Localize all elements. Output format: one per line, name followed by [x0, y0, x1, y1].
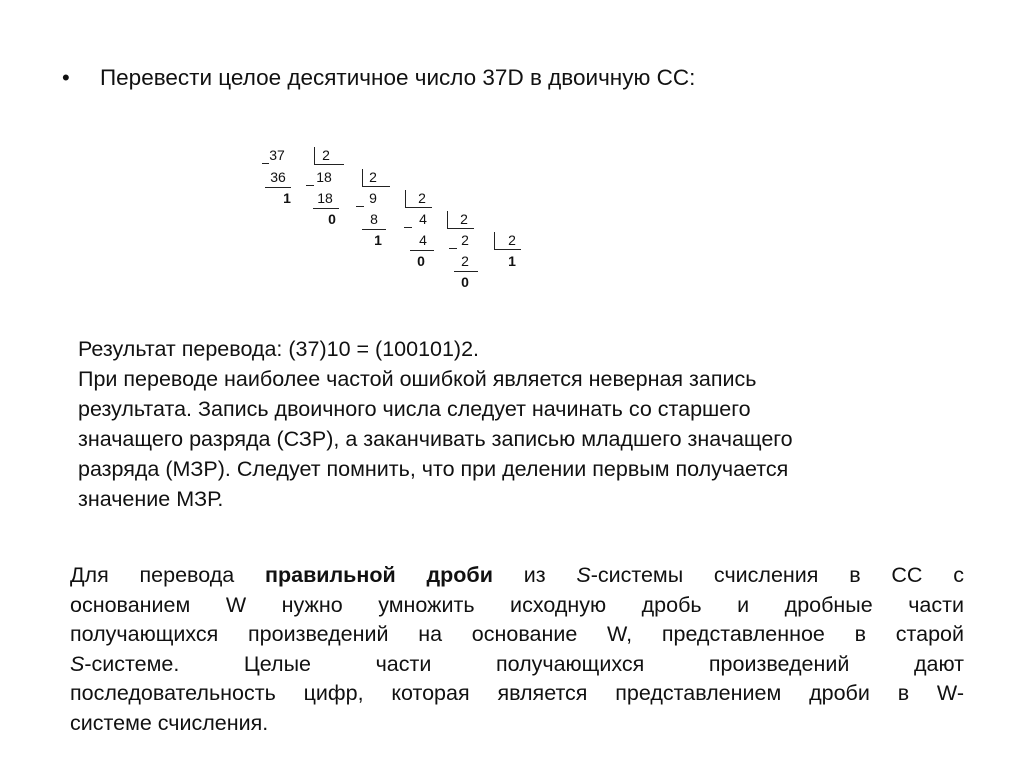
fraction-paragraph — [70, 561, 964, 738]
result-line: результата. Запись двоичного числа следует начинать со старшего — [78, 397, 751, 421]
fraction-line: получающихся произведений на основание W, представленное в старой — [70, 622, 964, 646]
subtraction-line — [313, 208, 339, 209]
result-paragraph — [78, 334, 958, 514]
fraction-line — [70, 561, 964, 591]
minus-sign — [262, 163, 269, 164]
remainder-0: 0 — [328, 211, 336, 227]
task-heading — [62, 62, 962, 102]
subtrahend-36: 36 — [270, 169, 286, 185]
minus-sign — [404, 227, 412, 228]
task-text: Перевести целое десятичное число 37D в двоичную СС: — [100, 65, 696, 90]
subtraction-line — [362, 229, 386, 230]
dividend-18: 18 — [316, 169, 332, 185]
result-line: значащего разряда (СЗР), а заканчивать записью младшего значащего — [78, 427, 793, 451]
dividend-37: 37 — [269, 147, 285, 163]
remainder-0: 0 — [461, 274, 469, 290]
minus-sign — [449, 248, 457, 249]
divisor-2: 2 — [460, 211, 468, 227]
dividend-4: 4 — [419, 211, 427, 227]
division-bracket — [314, 147, 315, 164]
result-line: разряда (МЗР). Следует помнить, что при делении первым получается — [78, 457, 789, 481]
text-run: -системы счисления в СС с — [590, 563, 964, 587]
division-bracket — [405, 190, 406, 207]
remainder-1: 1 — [374, 232, 382, 248]
division-bracket-line — [314, 164, 344, 165]
subtrahend-18: 18 — [317, 190, 333, 206]
italic-s: S — [576, 563, 591, 587]
subtrahend-8: 8 — [370, 211, 378, 227]
result-line: Результат перевода: (37)10 = (100101)2. — [78, 337, 480, 361]
italic-s: S — [70, 651, 85, 676]
divisor-2: 2 — [508, 232, 516, 248]
divisor-2: 2 — [369, 169, 377, 185]
remainder-1: 1 — [283, 190, 291, 206]
final-quotient-1: 1 — [508, 253, 516, 269]
text-run: Для перевода — [70, 563, 265, 587]
division-bracket — [494, 232, 495, 249]
minus-sign — [356, 206, 364, 207]
text-run: -системе. Целые части получающихся произведений дают — [84, 651, 964, 676]
dividend-2: 2 — [461, 232, 469, 248]
fraction-line: системе счисления. — [70, 710, 269, 735]
division-bracket — [362, 169, 363, 186]
division-bracket-line — [447, 228, 474, 229]
subtraction-line — [410, 250, 434, 251]
bullet-marker: • — [62, 65, 70, 90]
subtrahend-2: 2 — [461, 253, 469, 269]
dividend-9: 9 — [369, 190, 377, 206]
divisor-2: 2 — [322, 147, 330, 163]
bold-term: правильной дроби — [265, 563, 493, 587]
subtraction-line — [454, 271, 478, 272]
result-line: значение МЗР. — [78, 487, 224, 511]
subtrahend-4: 4 — [419, 232, 427, 248]
fraction-line: последовательность цифр, которая является представлением дроби в W- — [70, 681, 964, 705]
text-run: из — [492, 563, 577, 587]
long-division-diagram — [0, 0, 1024, 300]
subtraction-line — [265, 187, 291, 188]
divisor-2: 2 — [418, 190, 426, 206]
fraction-line: основанием W нужно умножить исходную дробь и дробные части — [70, 592, 964, 617]
division-bracket-line — [494, 249, 521, 250]
fraction-line — [70, 650, 964, 680]
division-bracket-line — [362, 186, 390, 187]
minus-sign — [306, 185, 314, 186]
remainder-0: 0 — [417, 253, 425, 269]
division-bracket-line — [405, 207, 432, 208]
result-line: При переводе наиболее частой ошибкой является неверная запись — [78, 367, 757, 391]
division-bracket — [447, 211, 448, 228]
